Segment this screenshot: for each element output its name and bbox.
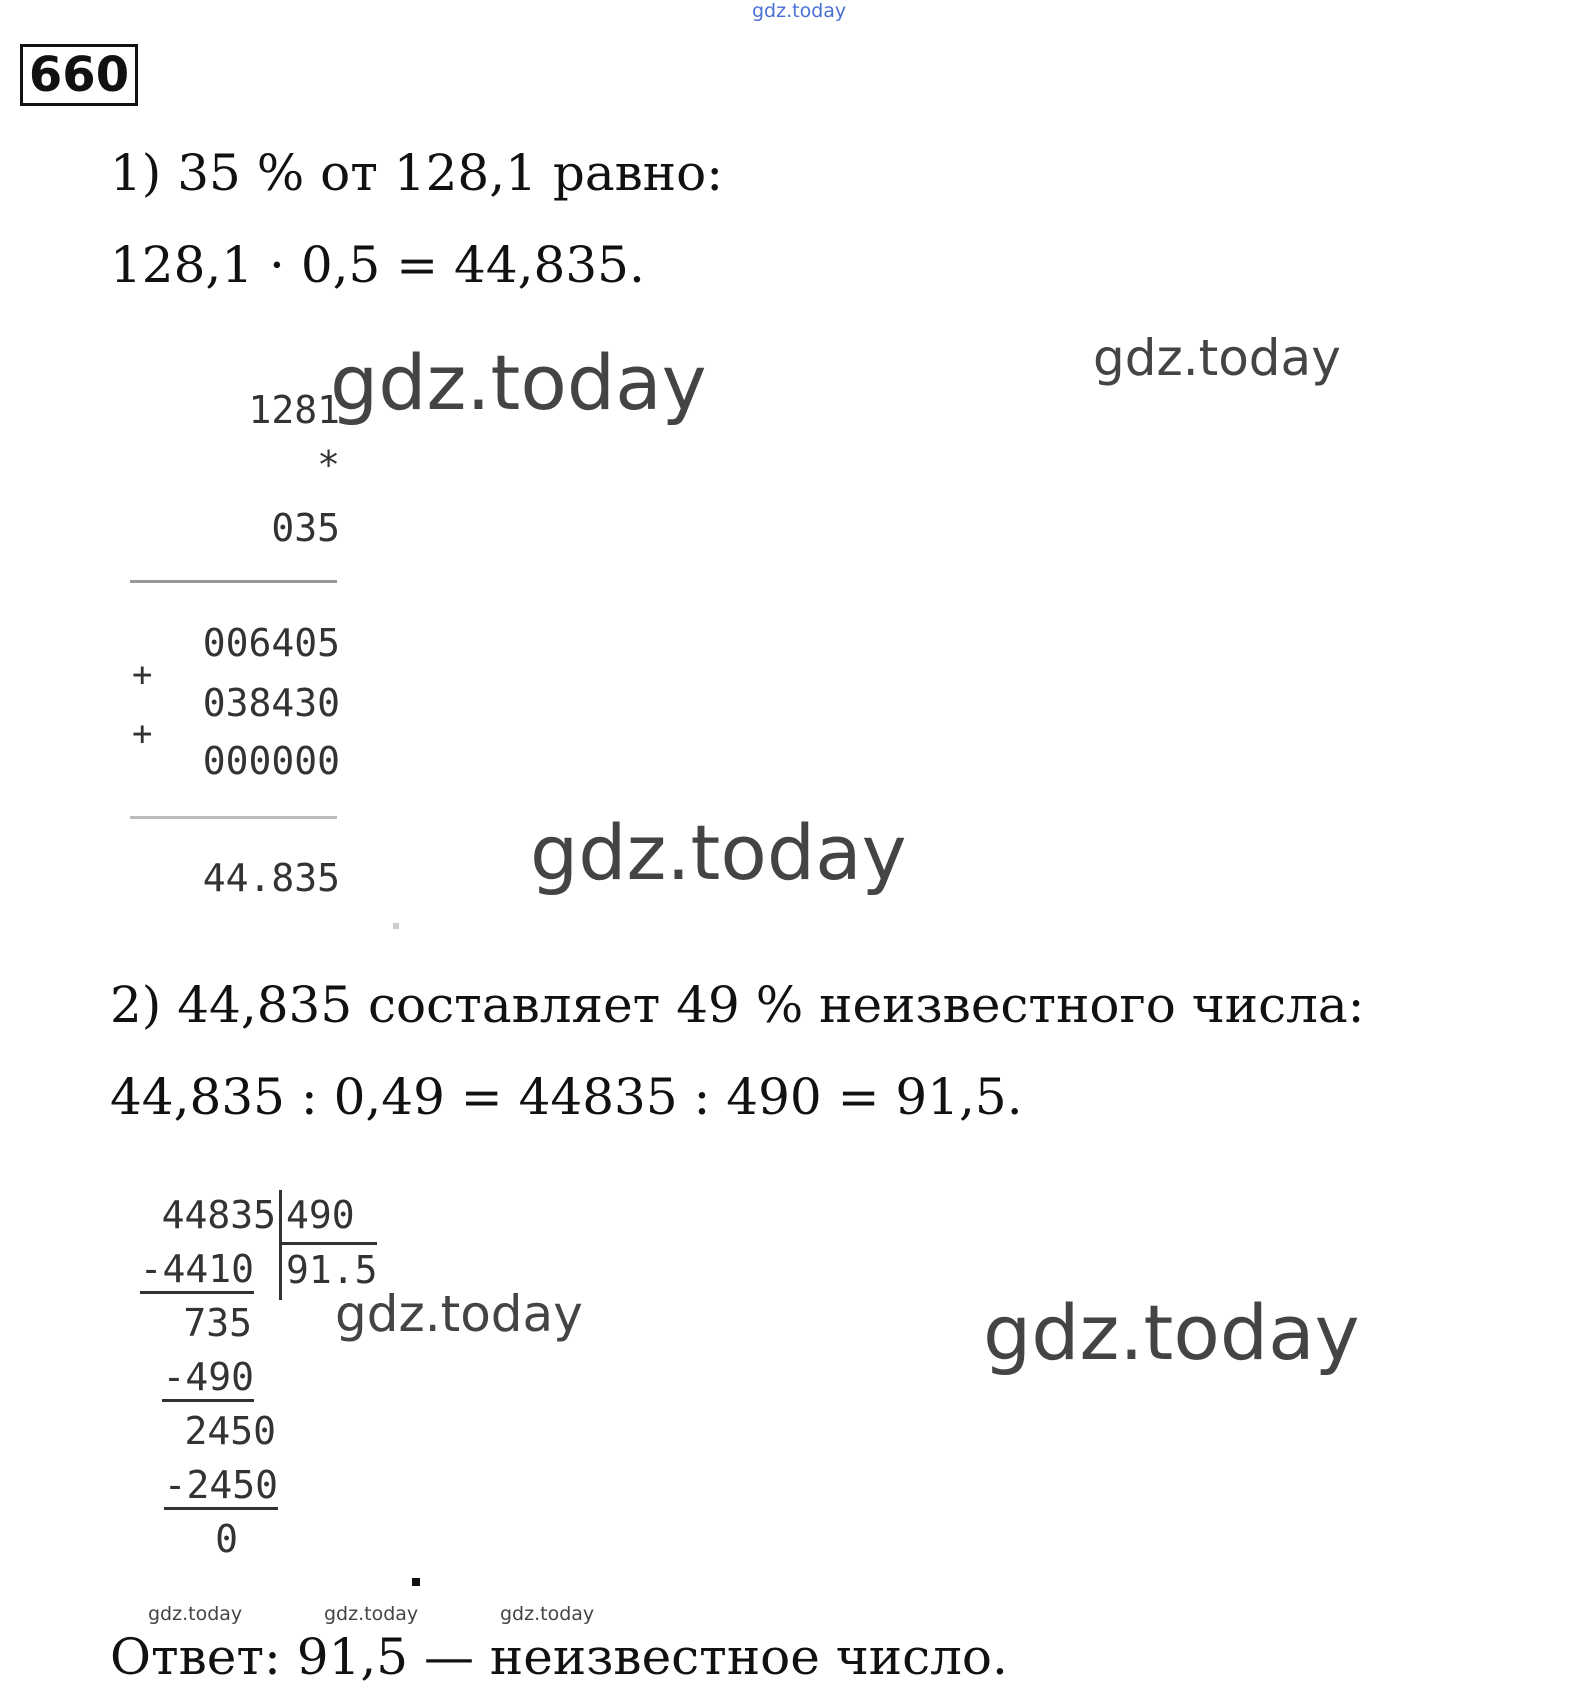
multiplication-rule-top xyxy=(130,580,337,583)
multiplicand: 1281 xyxy=(248,388,340,432)
watermark-top: gdz.today xyxy=(752,0,847,22)
division-step-1: -4410 xyxy=(130,1246,254,1292)
problem-number-box: 660 xyxy=(20,44,138,106)
division-step-2: 735 xyxy=(183,1301,252,1345)
division-step-5: -2450 xyxy=(130,1462,278,1508)
step1-title: 1) 35 % от 128,1 равно: xyxy=(110,144,724,202)
quotient: 91.5 xyxy=(286,1248,378,1292)
plus-sign-2: + xyxy=(132,714,153,754)
answer-text: Ответ: 91,5 — неизвестное число. xyxy=(110,1628,1008,1686)
partial-product-1: 006405 xyxy=(202,621,340,665)
divisor: 490 xyxy=(286,1193,355,1237)
ink-dot xyxy=(412,1578,420,1586)
step2-title: 2) 44,835 составляет 49 % неизвестного числа: xyxy=(110,976,1365,1034)
watermark-large-2: gdz.today xyxy=(530,808,907,897)
watermark-medium-1: gdz.today xyxy=(1093,329,1341,387)
speck-dot xyxy=(393,923,399,929)
watermark-medium-2: gdz.today xyxy=(335,1285,583,1343)
watermark-small-2: gdz.today xyxy=(324,1603,419,1625)
partial-product-3: 000000 xyxy=(202,739,340,783)
plus-sign-1: + xyxy=(132,655,153,695)
division-bar-vertical xyxy=(279,1190,282,1300)
multiplication-result: 44.835 xyxy=(202,856,340,900)
watermark-small-3: gdz.today xyxy=(500,1603,595,1625)
partial-product-2: 038430 xyxy=(202,681,340,725)
multiply-operator: * xyxy=(317,443,340,487)
watermark-large-3: gdz.today xyxy=(983,1288,1360,1377)
division-bar-horizontal xyxy=(281,1242,377,1245)
division-step-6: 0 xyxy=(215,1517,238,1561)
multiplier: 035 xyxy=(271,506,340,550)
division-step-3: -490 xyxy=(130,1354,254,1400)
multiplication-rule-bottom xyxy=(130,816,337,819)
watermark-large-1: gdz.today xyxy=(330,338,707,427)
step2-equation: 44,835 : 0,49 = 44835 : 490 = 91,5. xyxy=(110,1068,1023,1126)
division-step-4: 2450 xyxy=(184,1409,276,1453)
watermark-small-1: gdz.today xyxy=(148,1603,243,1625)
step1-equation: 128,1 · 0,5 = 44,835. xyxy=(110,236,645,294)
dividend: 44835 xyxy=(161,1193,276,1237)
